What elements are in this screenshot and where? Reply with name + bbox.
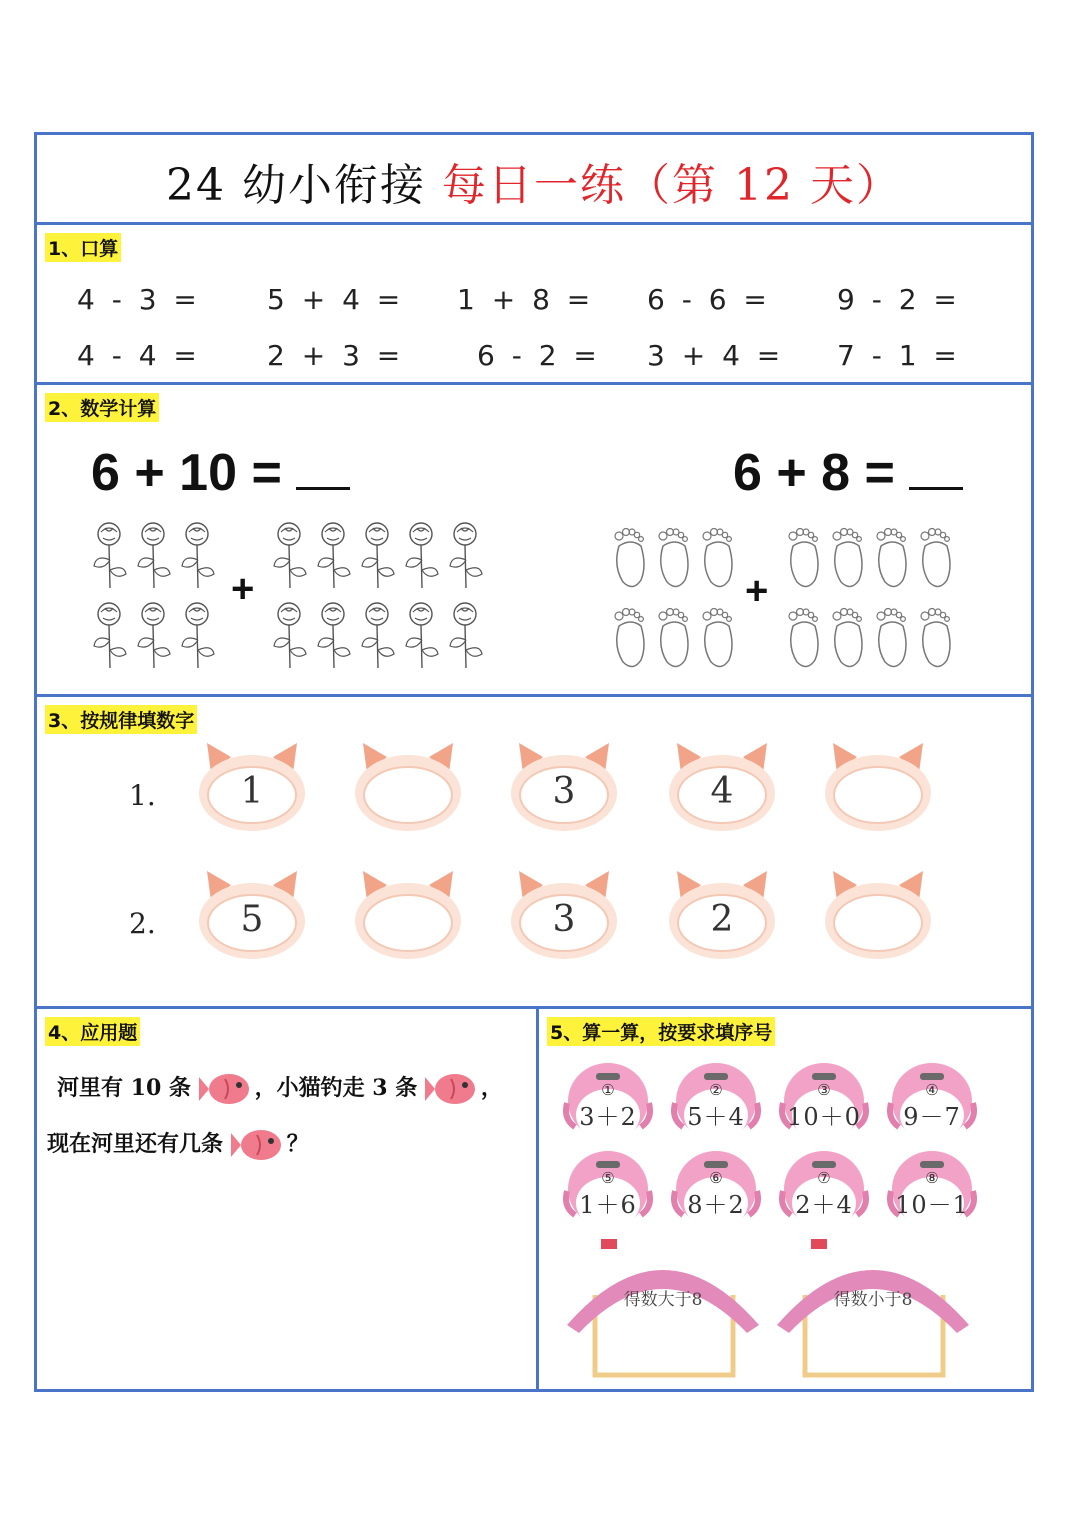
pattern-number: 3	[552, 771, 576, 812]
item-number: ⑧	[925, 1169, 939, 1187]
pattern-box	[509, 865, 619, 965]
section-math-calc	[37, 385, 1031, 697]
pattern-box	[509, 737, 619, 837]
item-number: ⑤	[601, 1169, 615, 1187]
equation-text: 6 + 8 =	[733, 444, 895, 502]
section-3-label: 3、按规律填数字	[45, 705, 197, 734]
item-expression: 8＋2	[687, 1191, 745, 1219]
house-less-than-8[interactable]	[773, 1235, 973, 1385]
cat-frame-icon	[823, 865, 933, 965]
item-number: ⑥	[709, 1169, 723, 1187]
big-equation-left	[91, 443, 350, 503]
title-black: 24 幼小衔接	[166, 160, 442, 211]
pattern-box[interactable]	[823, 737, 933, 837]
house-label: 得数大于8	[623, 1290, 703, 1310]
item-expression: 3＋2	[579, 1103, 637, 1131]
pattern-number: 5	[240, 899, 264, 940]
word-problem-text: ？	[286, 1131, 309, 1157]
penguin-item[interactable]	[887, 1057, 977, 1143]
pattern-number: 2	[710, 899, 734, 940]
equation: 6 - 2 =	[477, 339, 601, 372]
row-label: 1.	[129, 779, 156, 812]
cat-frame-icon	[823, 737, 933, 837]
word-problem-line-1	[57, 1069, 503, 1109]
pattern-box	[197, 865, 307, 965]
word-problem-text: ，小猫钓走 3 条	[254, 1075, 418, 1101]
pattern-box[interactable]	[353, 737, 463, 837]
pattern-number: 4	[710, 771, 734, 812]
fish-icon	[425, 1069, 481, 1109]
item-number: ②	[709, 1081, 723, 1099]
equation: 4 - 3 =	[77, 283, 201, 316]
foot-group-left	[615, 529, 732, 667]
column-divider	[536, 1009, 539, 1389]
page-title	[37, 149, 1031, 213]
penguin-item[interactable]	[671, 1057, 761, 1143]
pattern-box[interactable]	[823, 865, 933, 965]
section-pattern	[37, 697, 1031, 1009]
worksheet	[34, 132, 1034, 1392]
item-expression: 10＋0	[787, 1103, 861, 1131]
penguin-item[interactable]	[671, 1145, 761, 1231]
pattern-number: 1	[240, 771, 264, 812]
house-icon	[563, 1235, 763, 1385]
foot-group-right	[789, 529, 950, 667]
picture-groups	[37, 510, 1031, 690]
penguin-item[interactable]	[563, 1057, 653, 1143]
word-problem-text: ，	[480, 1075, 503, 1101]
item-expression: 5＋4	[687, 1103, 745, 1131]
equation: 1 + 8 =	[457, 283, 595, 316]
equation: 5 + 4 =	[267, 283, 405, 316]
item-expression: 9－7	[903, 1103, 961, 1131]
equation: 6 - 6 =	[647, 283, 771, 316]
section-2-label: 2、数学计算	[45, 393, 159, 422]
item-number: ③	[817, 1081, 831, 1099]
item-number: ④	[925, 1081, 939, 1099]
penguin-item[interactable]	[779, 1057, 869, 1143]
equation-text: 6 + 10 =	[91, 444, 282, 502]
pattern-box	[667, 737, 777, 837]
pattern-box	[197, 737, 307, 837]
item-expression: 1＋6	[579, 1191, 637, 1219]
house-label: 得数小于8	[833, 1290, 913, 1310]
item-expression: 2＋4	[795, 1191, 853, 1219]
word-problem-text: 现在河里还有几条	[47, 1131, 224, 1157]
item-number: ①	[601, 1081, 615, 1099]
section-bottom	[37, 1009, 1031, 1389]
section-5-label: 5、算一算，按要求填序号	[547, 1017, 775, 1046]
equation: 7 - 1 =	[837, 339, 961, 372]
rose-group-right	[274, 523, 482, 668]
plus-sign: +	[745, 569, 769, 613]
cat-frame-icon	[353, 737, 463, 837]
penguin-item[interactable]	[887, 1145, 977, 1231]
item-expression: 10－1	[895, 1191, 969, 1219]
title-row	[37, 135, 1031, 225]
pattern-number: 3	[552, 899, 576, 940]
penguin-item[interactable]	[779, 1145, 869, 1231]
plus-sign: +	[231, 567, 255, 611]
answer-blank[interactable]	[296, 447, 350, 490]
rose-group-left	[94, 523, 214, 668]
row-label: 2.	[129, 907, 156, 940]
house-greater-than-8[interactable]	[563, 1235, 763, 1385]
section-1-label: 1、口算	[45, 233, 121, 262]
fish-icon	[231, 1125, 287, 1165]
cat-frame-icon	[353, 865, 463, 965]
word-problem-line-2	[47, 1125, 309, 1165]
word-problem-text: 河里有 10 条	[57, 1075, 191, 1101]
pattern-box	[667, 865, 777, 965]
title-red: 每日一练（第 12 天）	[442, 160, 902, 211]
equation: 4 - 4 =	[77, 339, 201, 372]
penguin-item[interactable]	[563, 1145, 653, 1231]
equation: 2 + 3 =	[267, 339, 405, 372]
section-oral-calc	[37, 225, 1031, 385]
house-icon	[773, 1235, 973, 1385]
pattern-box[interactable]	[353, 865, 463, 965]
item-number: ⑦	[817, 1169, 831, 1187]
section-4-label: 4、应用题	[45, 1017, 140, 1046]
fish-icon	[199, 1069, 255, 1109]
equation: 3 + 4 =	[647, 339, 785, 372]
equation: 9 - 2 =	[837, 283, 961, 316]
big-equation-right	[733, 443, 963, 503]
answer-blank[interactable]	[909, 447, 963, 490]
